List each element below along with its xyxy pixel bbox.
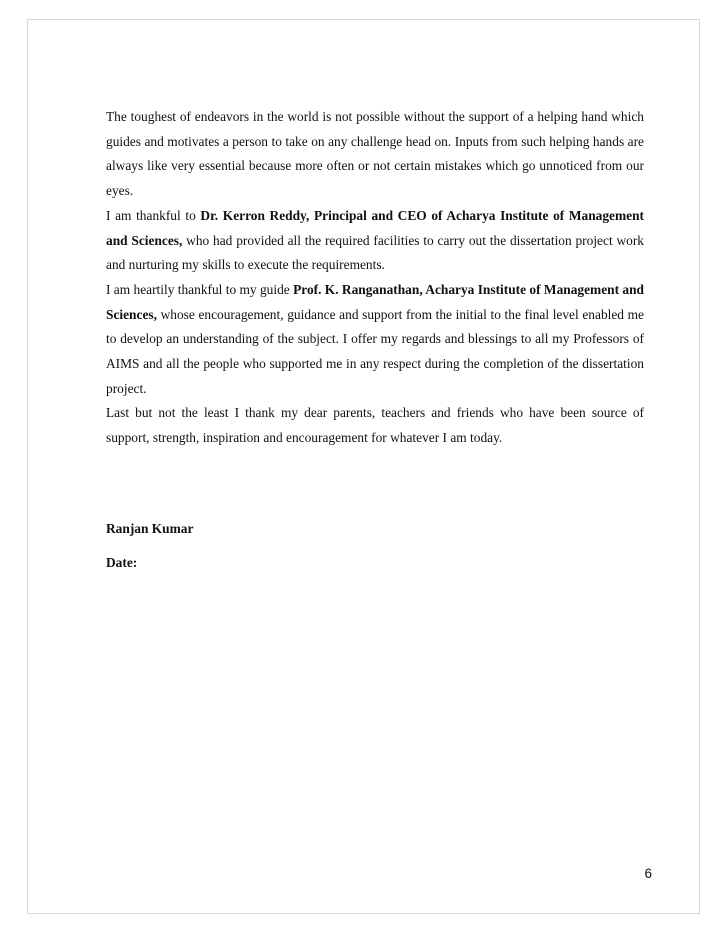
signature-name: Ranjan Kumar bbox=[106, 521, 194, 536]
paragraph-principal-post: who had provided all the required facilities to carry out the dissertation project work and nurturing my skills to execute the requirements. bbox=[106, 232, 645, 273]
paragraph-guide-post: whose encouragement, guidance and support from the initial to the final level enabled me to develop an understanding of the subject. I offer my regards and blessings to all my Professors of AIMS and all the people who supported me in any respect during the completion of the dissertation project. bbox=[106, 306, 644, 396]
paragraph-closing bbox=[106, 401, 644, 450]
paragraph-intro bbox=[106, 105, 644, 204]
guide-name-bold: Prof. K. Ranganathan, Acharya Institute of Management and Sciences, bbox=[106, 281, 644, 322]
paragraph-guide-thanks bbox=[106, 278, 644, 402]
page-number: 6 bbox=[644, 866, 652, 881]
paragraph-intro-text: The toughest of endeavors in the world is not possible without the support of a helping hand which guides and motivates a person to take on any challenge head on. Inputs from such helping hands are always like very essential because more often or not certain mistakes which go unnoticed from our eyes. bbox=[106, 109, 644, 199]
paragraph-principal-pre: I am thankful to bbox=[106, 207, 201, 223]
paragraph-principal-thanks bbox=[106, 204, 644, 278]
paragraph-guide-pre: I am heartily thankful to my guide bbox=[106, 281, 294, 297]
date-label: Date: bbox=[106, 555, 138, 570]
paragraph-closing-text: Last but not the least I thank my dear parents, teachers and friends who have been source of support, strength, inspiration and encouragement for whatever I am today. bbox=[106, 405, 644, 446]
acknowledgement-body bbox=[106, 105, 644, 451]
principal-name-bold: Dr. Kerron Reddy, Principal and CEO of Acharya Institute of Management and Sciences, bbox=[106, 207, 645, 248]
